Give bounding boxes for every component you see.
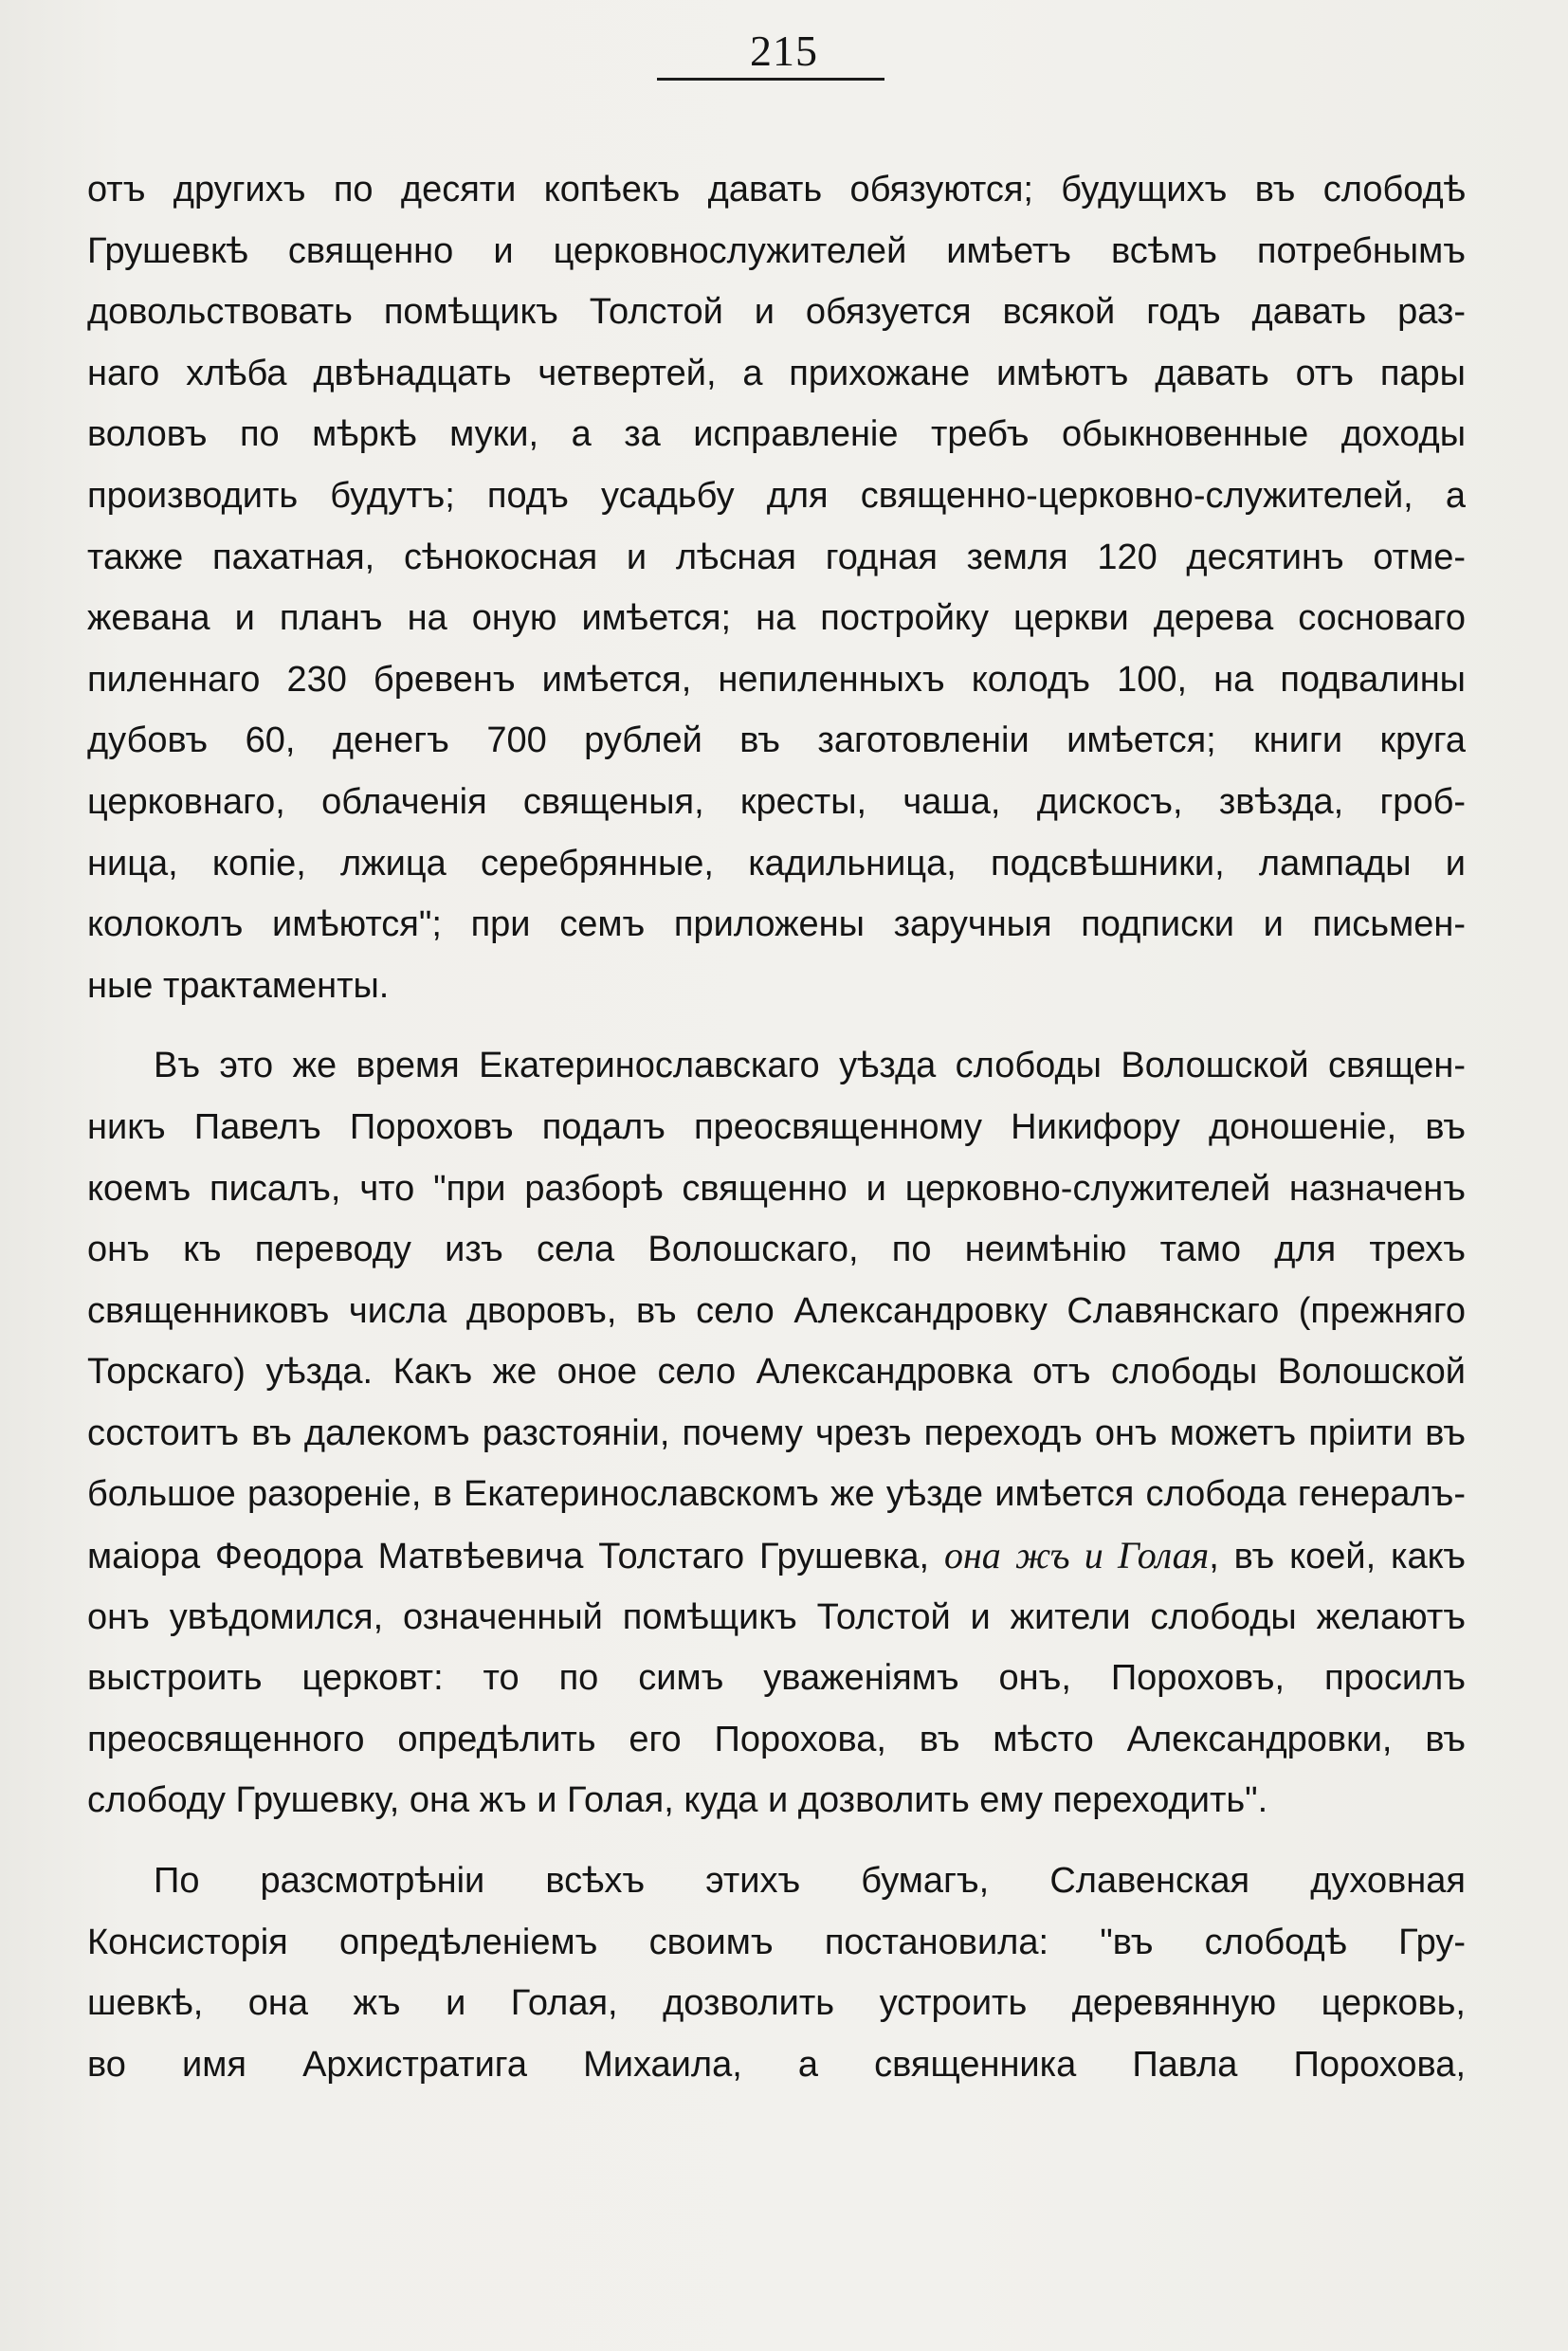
text-line: Грушевкѣ священно и церковнослужителей имѣетъ всѣмъ потребнымъ — [87, 230, 1466, 271]
text-line: состоитъ въ далекомъ разстояніи, почему чрезъ переходъ онъ можетъ пріити въ — [87, 1412, 1466, 1453]
text-line: Торскаго) уѣзда. Какъ же оное село Александровка отъ слободы Волошской — [87, 1352, 1466, 1393]
page-number-rule — [657, 78, 884, 81]
text-line: слободу Грушевку, она жъ и Голая, куда и дозволить ему переходить". — [87, 1780, 1268, 1821]
text-line: священниковъ числа дворовъ, въ село Александровку Славянскаго (прежняго — [87, 1290, 1466, 1331]
paragraph-2 — [87, 1035, 1466, 1832]
text-line: По разсмотрѣніи всѣхъ этихъ бумагъ, Славенская духовная — [154, 1861, 1466, 1902]
text-line: отъ другихъ по десяти копѣекъ давать обязуются; будущихъ въ слободѣ — [87, 170, 1466, 210]
text-line: никъ Павелъ Пороховъ подалъ преосвященному Никифору доношеніе, въ — [87, 1106, 1466, 1147]
text-line: наго хлѣба двѣнадцать четвертей, а прихожане имѣютъ давать отъ пары — [87, 353, 1466, 393]
page-body-text — [87, 159, 1466, 2095]
text-line: ные трактаменты. — [87, 965, 390, 1006]
text-line: во имя Архистратига Михаила, а священника Павла Порохова, — [87, 2044, 1466, 2085]
text-line: колоколъ имѣются"; при семъ приложены заручныя подписки и письмен- — [87, 904, 1466, 945]
text-line: воловъ по мѣркѣ муки, а за исправленіе требъ обыкновенные доходы — [87, 414, 1466, 455]
page-number: 215 — [750, 27, 818, 75]
text-line: онъ къ переводу изъ села Волошскаго, по неимѣнію тамо для трехъ — [87, 1230, 1466, 1270]
text-line: производить будутъ; подъ усадьбу для священно-церковно-служителей, а — [87, 475, 1466, 516]
text-line: Консисторія опредѣленіемъ своимъ постановила: "въ слободѣ Гру- — [87, 1922, 1466, 1962]
text-line: довольствовать помѣщикъ Толстой и обязуется всякой годъ давать раз- — [87, 292, 1466, 333]
text-line: коемъ писалъ, что "при разборѣ священно и церковно-служителей назначенъ — [87, 1168, 1466, 1209]
text-line: ница, копіе, лжица серебрянные, кадильница, подсвѣшники, лампады и — [87, 843, 1466, 884]
text-line: Въ это же время Екатеринославскаго уѣзда слободы Волошской священ- — [154, 1046, 1466, 1086]
paragraph-1 — [87, 159, 1466, 1016]
text-line: большое разореніе, в Екатеринославскомъ же уѣзде имѣется слобода генералъ- — [87, 1474, 1466, 1515]
text-line: пиленнаго 230 бревенъ имѣется, непиленныхъ колодъ 100, на подвалины — [87, 659, 1466, 700]
text-line: преосвященного опредѣлить его Порохова, въ мѣсто Александровки, въ — [87, 1719, 1466, 1759]
italic-phrase: она жъ и Голая — [943, 1534, 1210, 1577]
paragraph-3 — [87, 1850, 1466, 2095]
text-line: шевкѣ, она жъ и Голая, дозволить устроить деревянную церковь, — [87, 1983, 1466, 2024]
text-line: онъ увѣдомился, означенный помѣщикъ Толстой и жители слободы желаютъ — [87, 1596, 1466, 1637]
line-text-before: маіора Феодора Матвѣевича Толстаго Грушевка, — [87, 1537, 944, 1577]
text-line-with-italic — [87, 1525, 1466, 1587]
text-line: также пахатная, сѣнокосная и лѣсная годная земля 120 десятинъ отме- — [87, 537, 1466, 577]
text-line: жевана и планъ на оную имѣется; на постройку церкви дерева сосноваго — [87, 598, 1466, 639]
text-line: выстроить церковт: то по симъ уваженіямъ онъ, Пороховъ, просилъ — [87, 1658, 1466, 1699]
text-line: церковнаго, облаченія священыя, кресты, чаша, дискосъ, звѣзда, гроб- — [87, 781, 1466, 822]
line-text-after: , въ коей, какъ — [1209, 1537, 1467, 1577]
text-line: дубовъ 60, денегъ 700 рублей въ заготовленіи имѣется; книги круга — [87, 720, 1466, 761]
